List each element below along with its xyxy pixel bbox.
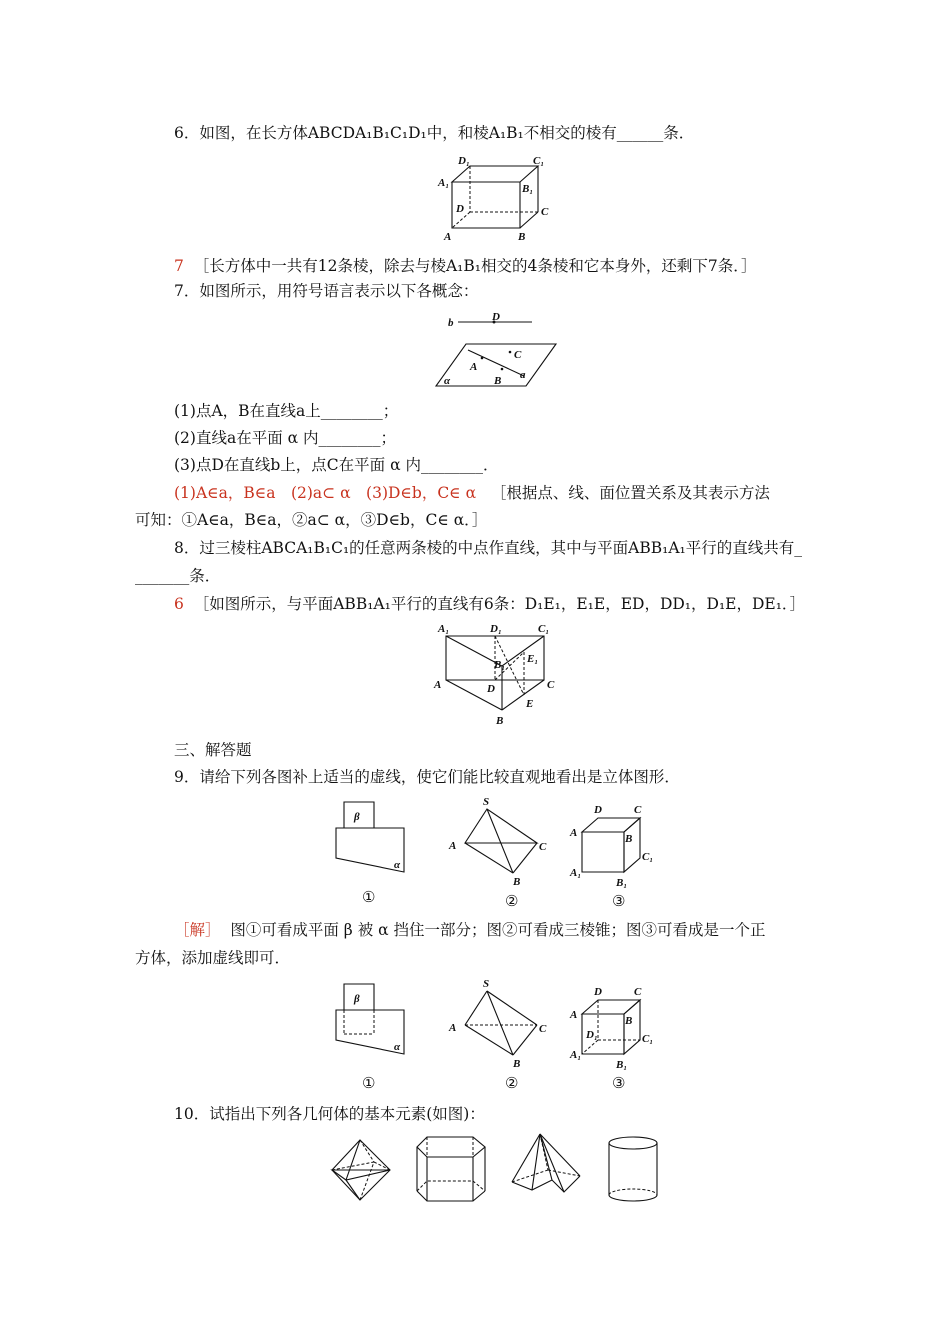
label-alpha: α <box>444 375 451 387</box>
q9-solution-tag: ［解］ <box>174 921 221 939</box>
label-C1: C₁ <box>538 623 550 635</box>
q10-figure-octahedron <box>326 1136 396 1216</box>
label-A: A <box>434 679 442 691</box>
section-heading: 三、解答题 <box>174 741 252 759</box>
q9-answer-plane <box>330 978 410 1092</box>
q9-solution-line2: 方体，添加虚线即可． <box>135 949 291 967</box>
q9-figure-pyramid <box>445 793 555 910</box>
label-S: S <box>483 796 490 808</box>
label-D: D <box>456 203 464 215</box>
label-b: b <box>448 317 454 329</box>
label-D: D <box>487 683 495 695</box>
label-B1-2: B₁ <box>616 1059 628 1071</box>
q7-answer-line2: 可知：①A∈a，B∈a，②a⊂ α，③D∈b，C∈ α．］ <box>135 511 488 529</box>
q9-solution-text1: 图①可看成平面 β 被 α 挡住一部分；图②可看成三棱锥；图③可看成是一个正 <box>230 921 766 939</box>
q10-figure-cylinder <box>605 1133 665 1213</box>
label-B-2: B <box>513 1058 521 1070</box>
q6-text: 6．如图，在长方体ABCDA₁B₁C₁D₁中，和棱A₁B₁不相交的棱有______条． <box>174 124 695 142</box>
label-B: B <box>494 375 502 387</box>
q10-figure-hexagonal-prism <box>413 1133 493 1213</box>
label-D1-2: D₁ <box>586 1029 598 1041</box>
label-A1: A₁ <box>438 177 450 189</box>
label-C: C <box>514 349 522 361</box>
circle-3-answer: ③ <box>612 1076 626 1092</box>
label-C1: C₁ <box>642 851 654 863</box>
q6-answer-number: 7 <box>174 257 184 275</box>
q9-answer-pyramid <box>445 975 555 1092</box>
circle-2: ② <box>505 894 519 910</box>
q10-text: 10．试指出下列各几何体的基本元素(如图)： <box>174 1105 485 1123</box>
q9-text: 9．请给下列各图补上适当的虚线，使它们能比较直观地看出是立体图形． <box>174 768 680 786</box>
label-A-2: A <box>449 1022 457 1034</box>
label-C: C <box>634 804 642 816</box>
q7-answer-red: (1)A∈a，B∈a (2)a⊂ α (3)D∈b，C∈ α <box>174 484 477 502</box>
q7-plane-figure <box>432 310 562 390</box>
label-C1: C₁ <box>533 155 545 167</box>
circle-1-answer: ① <box>362 1076 376 1092</box>
q9-solution-line1 <box>174 920 766 940</box>
q10-figure-pyramid <box>508 1130 588 1210</box>
label-B-2: B <box>625 1015 633 1027</box>
label-A1: A₁ <box>570 867 582 879</box>
q8-prism-figure <box>432 622 562 727</box>
label-D: D <box>492 311 500 323</box>
q9-answer-cube <box>566 982 666 1092</box>
label-alpha-2: α <box>394 1041 401 1053</box>
label-A: A <box>570 827 578 839</box>
q8-answer-number: 6 <box>174 595 184 613</box>
label-B1: B₁ <box>522 183 534 195</box>
label-C1-2: C₁ <box>642 1033 654 1045</box>
q8-text1: 8．过三棱柱ABCA₁B₁C₁的任意两条棱的中点作直线，其中与平面ABB₁A₁平行的直线共有_ <box>174 539 803 557</box>
label-A1-2: A₁ <box>570 1049 582 1061</box>
label-A: A <box>444 231 452 243</box>
label-D: D <box>594 804 602 816</box>
label-E: E <box>526 698 534 710</box>
label-D1: D₁ <box>458 155 470 167</box>
label-A: A <box>470 361 478 373</box>
q9-figure-cube <box>566 800 666 910</box>
q7-answer-black: ［根据点、线、面位置关系及其表示方法 <box>490 484 770 502</box>
q7-item3: (3)点D在直线b上，点C在平面 α 内________． <box>174 456 499 474</box>
q6-cuboid-figure <box>436 152 556 242</box>
q8-answer <box>174 594 805 614</box>
label-C-2: C <box>634 986 642 998</box>
label-C: C <box>547 679 555 691</box>
label-D-2: D <box>594 986 602 998</box>
label-B1: B₁ <box>494 659 506 671</box>
label-A-2: A <box>570 1009 578 1021</box>
label-C: C <box>541 206 549 218</box>
label-B: B <box>518 231 526 243</box>
circle-3: ③ <box>612 894 626 910</box>
label-E1: E₁ <box>527 653 539 665</box>
q9-figure-plane <box>330 796 410 906</box>
label-B: B <box>496 715 504 727</box>
q7-text: 7．如图所示，用符号语言表示以下各概念： <box>174 282 479 300</box>
label-beta-2: β <box>354 993 360 1005</box>
label-alpha: α <box>394 859 401 871</box>
circle-2-answer: ② <box>505 1076 519 1092</box>
q6-answer-text: ［长方体中一共有12条棱，除去与棱A₁B₁相交的4条棱和它本身外，还剩下7条．］ <box>193 257 757 275</box>
label-B: B <box>625 833 633 845</box>
q7-item2: (2)直线a在平面 α 内________； <box>174 429 397 447</box>
q8-text2: _______条． <box>135 567 221 585</box>
label-beta: β <box>354 811 360 823</box>
circle-1: ① <box>362 890 376 906</box>
label-C-2: C <box>539 1023 547 1035</box>
label-S-2: S <box>483 978 490 990</box>
label-A: A <box>449 840 457 852</box>
label-C: C <box>539 841 547 853</box>
label-B1: B₁ <box>616 877 628 889</box>
label-D1: D₁ <box>490 623 502 635</box>
label-A1: A₁ <box>438 623 450 635</box>
q7-answer-line1 <box>174 483 770 503</box>
q7-item1: (1)点A，B在直线a上________； <box>174 402 399 420</box>
label-a: a <box>520 369 526 381</box>
q6-answer <box>174 256 756 276</box>
q8-answer-text: ［如图所示，与平面ABB₁A₁平行的直线有6条：D₁E₁，E₁E，ED，DD₁，D₁E，DE₁．］ <box>193 595 806 613</box>
label-B: B <box>513 876 521 888</box>
